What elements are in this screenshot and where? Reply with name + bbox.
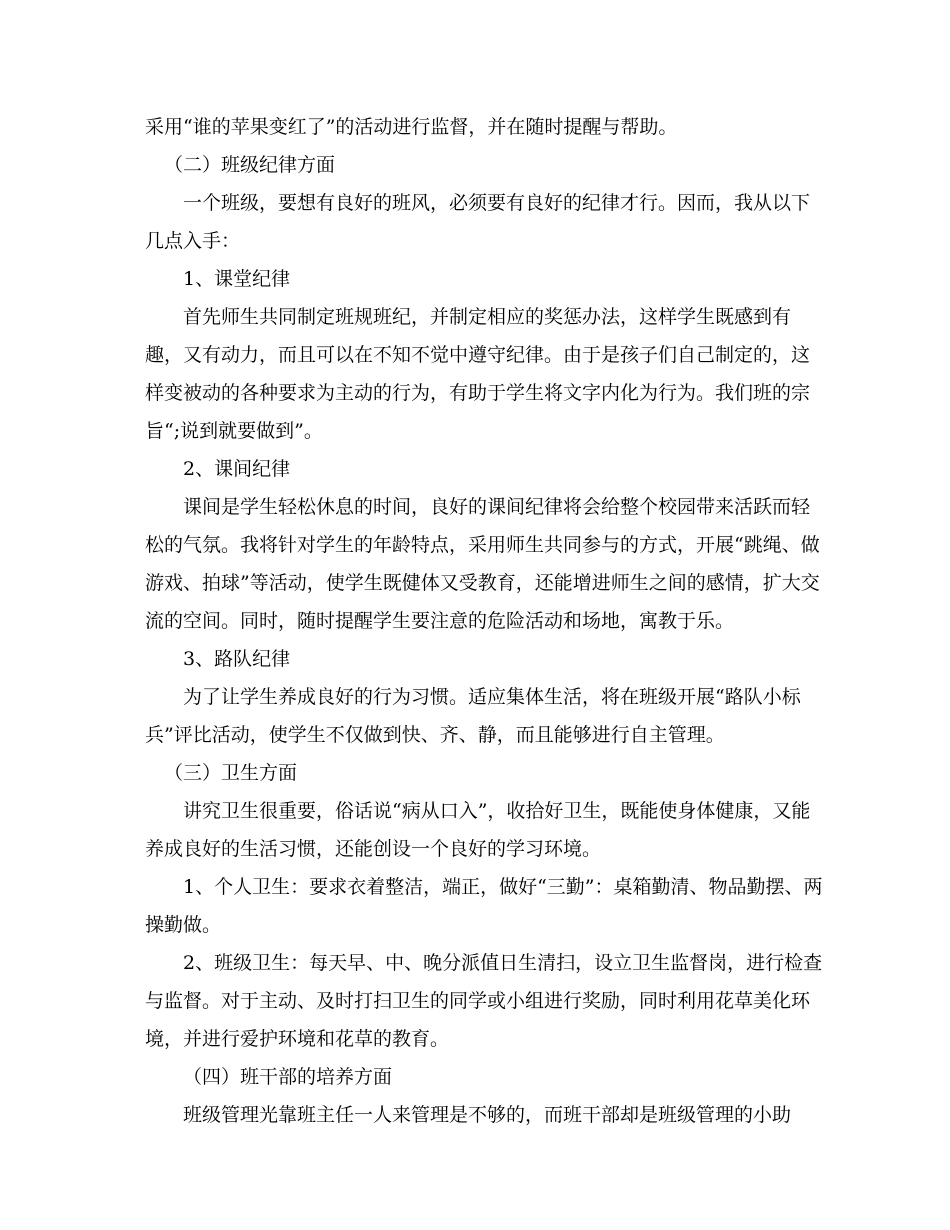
text-line: 养成良好的生活习惯，还能创设一个良好的学习环境。 (145, 838, 602, 860)
text-line: 旨“;说到就要做到”。 (145, 420, 323, 442)
text-line: 样变被动的各种要求为主动的行为，有助于学生将文字内化为行为。我们班的宗 (145, 382, 811, 404)
text-line: 采用“谁的苹果变红了”的活动进行监督，并在随时提醒与帮助。 (145, 116, 678, 138)
text-line: 课间是学生轻松休息的时间，良好的课间纪律将会给整个校园带来活跃而轻 (183, 496, 811, 518)
text-line: 班级管理光靠班主任一人来管理是不够的，而班干部却是班级管理的小助 (183, 1104, 792, 1126)
text-line: 游戏、拍球”等活动，使学生既健体又受教育，还能增进师生之间的感情，扩大交 (145, 572, 820, 594)
text-line: 流的空间。同时，随时提醒学生要注意的危险活动和场地，寓教于乐。 (145, 610, 735, 632)
text-line: 一个班级，要想有良好的班风，必须要有良好的纪律才行。因而，我从以下 (183, 192, 811, 214)
section-heading-hygiene: （三）卫生方面 (164, 762, 298, 784)
text-line: 1、个人卫生：要求衣着整洁，端正，做好“三勤”：桌箱勤清、物品勤摆、两 (183, 876, 823, 898)
subheading-break-discipline: 2、课间纪律 (183, 458, 291, 480)
text-line: 为了让学生养成良好的行为习惯。适应集体生活，将在班级开展“路队小标 (183, 686, 801, 708)
text-line: 松的气氛。我将针对学生的年龄特点，采用师生共同参与的方式，开展“跳绳、做 (145, 534, 820, 556)
section-heading-discipline: （二）班级纪律方面 (164, 154, 336, 176)
subheading-queue-discipline: 3、路队纪律 (183, 648, 291, 670)
subheading-classroom-discipline: 1、课堂纪律 (183, 268, 291, 290)
text-line: 兵”评比活动，使学生不仅做到快、齐、静，而且能够进行自主管理。 (145, 724, 725, 746)
text-line: 首先师生共同制定班规班纪，并制定相应的奖惩办法，这样学生既感到有 (183, 306, 792, 328)
text-line: 讲究卫生很重要，俗话说“病从口入”，收拾好卫生，既能使身体健康，又能 (183, 800, 811, 822)
text-line: 境，并进行爱护环境和花草的教育。 (145, 1028, 450, 1050)
section-heading-class-cadre: （四）班干部的培养方面 (183, 1066, 393, 1088)
text-line: 2、班级卫生：每天早、中、晚分派值日生清扫，设立卫生监督岗，进行检查 (183, 952, 823, 974)
text-line: 趣，又有动力，而且可以在不知不觉中遵守纪律。由于是孩子们自己制定的，这 (145, 344, 811, 366)
text-line: 几点入手： (145, 230, 241, 252)
text-line: 操勤做。 (145, 914, 222, 936)
text-line: 与监督。对于主动、及时打扫卫生的同学或小组进行奖励，同时利用花草美化环 (145, 990, 811, 1012)
